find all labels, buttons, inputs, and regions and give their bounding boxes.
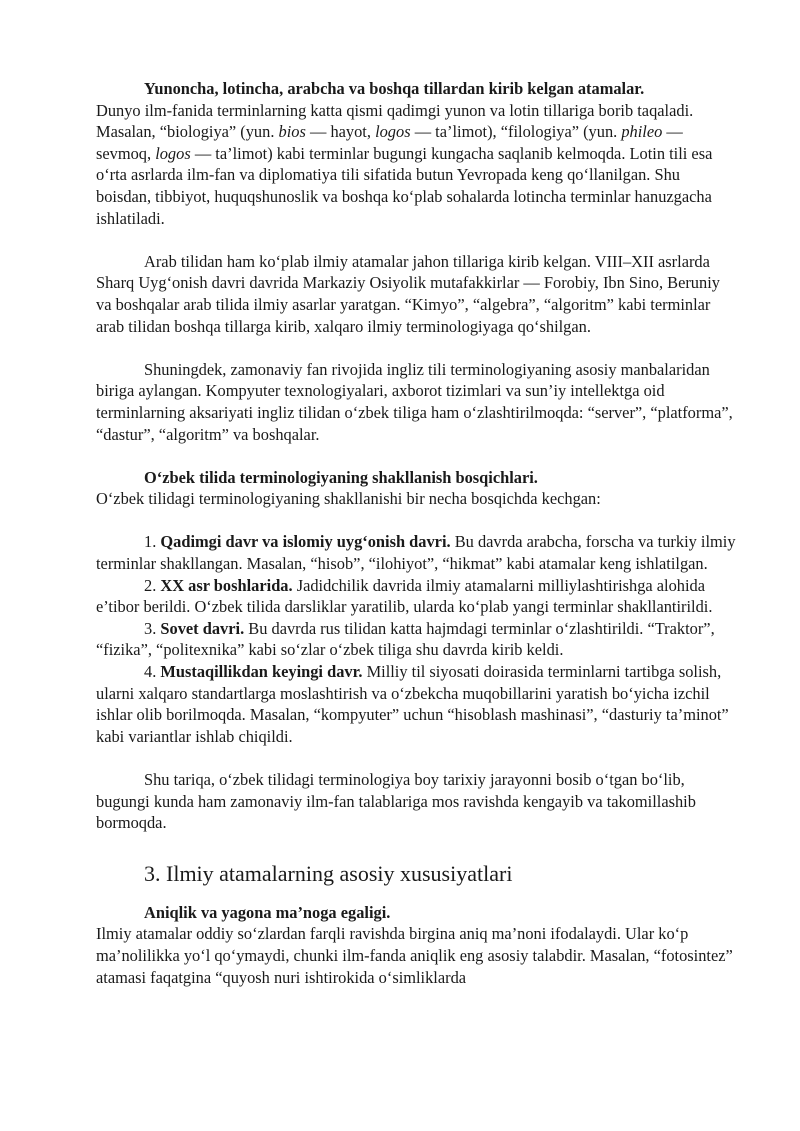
text: — ta’limot), “filologiya” (yun. (410, 122, 622, 142)
text: Dunyo ilm-fanida terminlarning katta qismi qadimgi yunon va lotin tillariga borib taqaladi. Masalan, “biologiya” (yun. (96, 100, 694, 142)
stage-text: Milliy til siyosati doirasida terminlarni tartibga solish, ularni xalqaro standartlarga moslashtirish va o‘zbekcha muqobillarini yaratish bo‘yicha izchil ishlar olib borilmoqda. Masalan, “kompyuter” uchun “hisoblash mashinasi”, “dasturiy ta’minot” kabi variantlar ishlab chiqildi. (96, 662, 729, 746)
stage-item (96, 661, 736, 747)
stage-title: Sovet davri. (160, 618, 245, 638)
stage-text: Bu davrda arabcha, forscha va turkiy ilmiy terminlar shakllangan. Masalan, “hisob”, “ilohiyot”, “hikmat” kabi atamalar keng ishlatilgan. (96, 532, 736, 574)
stage-text: Bu davrda rus tilidan katta hajmdagi terminlar o‘zlashtirildi. “Traktor”, “fizika”, “politexnika” kabi so‘zlar o‘zbek tiliga shu davrda kirib keldi. (96, 618, 715, 660)
stage-title: Qadimgi davr va islomiy uyg‘onish davri. (160, 532, 451, 552)
stage-title: XX asr boshlarida. (160, 575, 293, 595)
italic-term: logos (155, 143, 191, 163)
text: — sevmoq, (96, 122, 683, 163)
paragraph-precision (96, 902, 736, 988)
stage-text: Jadidchilik davrida ilmiy atamalarni milliylashtirishga alohida e’tibor berildi. O‘zbek tilida darsliklar yaratilib, ularda ko‘plab yangi terminlar shakllantirildi. (96, 575, 713, 617)
italic-term: bios (278, 122, 306, 142)
stage-number: 4. (144, 662, 161, 682)
stage-number: 3. (144, 618, 161, 638)
stage-item (96, 531, 736, 574)
paragraph-heading: Aniqlik va yagona ma’noga egaligi. (144, 902, 391, 922)
text: — hayot, (305, 122, 376, 142)
paragraph-heading: Yunoncha, lotincha, arabcha va boshqa tillardan kirib kelgan atamalar. (144, 79, 645, 98)
paragraph-foreign-terms (96, 78, 736, 229)
paragraph-conclusion: Shu tariqa, o‘zbek tilidagi terminologiya boy tarixiy jarayonni bosib o‘tgan bo‘lib, bugungi kunda ham zamonaviy ilm-fan talablariga mos ravishda kengayib va takomillashib bormoqda. (96, 770, 696, 833)
italic-term: logos (375, 122, 411, 142)
paragraph-heading: O‘zbek tilida terminologiyaning shakllanish bosqichlari. (144, 467, 538, 487)
stage-title: Mustaqillikdan keyingi davr. (160, 662, 363, 682)
paragraph-english-terms: Shuningdek, zamonaviy fan rivojida ingliz tili terminologiyaning asosiy manbalaridan biriga aylangan. Kompyuter texnologiyalari, axborot tizimlari va sun’iy intellektga oid terminlarning aksariyati ingliz tilidan o‘zbek tiliga ham o‘zlashtirilmoqda: “server”, “platforma”, “dastur”, “algoritm” va boshqalar. (96, 359, 733, 444)
paragraph-stages-intro (96, 467, 736, 510)
stage-item (96, 575, 736, 618)
italic-term: phileo (621, 122, 663, 142)
text: Ilmiy atamalar oddiy so‘zlardan farqli ravishda birgina aniq ma’noni ifodalaydi. Ular ko‘p ma’nolilikka yo‘l qo‘ymaydi, chunki ilm-fanda aniqlik eng asosiy talabdir. Masalan, “fotosintez” atamasi faqatgina “quyosh nuri ishtirokida o‘simliklarda (96, 924, 733, 987)
document-page (96, 78, 736, 988)
paragraph-arabic-terms: Arab tilidan ham ko‘plab ilmiy atamalar jahon tillariga kirib kelgan. VIII–XII asrlarda Sharq Uyg‘onish davri davrida Markaziy Osiyolik mutafakkirlar — Forobiy, Ibn Sino, Beruniy va boshqalar arab tilida ilmiy asarlar yaratgan. “Kimyo”, “algebra”, “algoritm” kabi terminlar arab tilidan boshqa tillarga kirib, xalqaro ilmiy terminologiyaga qo‘shilgan. (96, 251, 720, 336)
section-title: 3. Ilmiy atamalarning asosiy xususiyatlari (144, 860, 513, 886)
stage-number: 1. (144, 532, 161, 552)
text: — ta’limot) kabi terminlar bugungi kungacha saqlanib kelmoqda. Lotin tili esa o‘rta asrlarda ilm-fan va diplomatiya tili sifatida butun Yevropada keng qo‘llanilgan. Shu boisdan, tibbiyot, huquqshunoslik va boshqa ko‘plab sohalarda lotincha terminlar hanuzgacha ishlatiladi. (96, 143, 713, 228)
text: O‘zbek tilidagi terminologiyaning shakllanishi bir necha bosqichda kechgan: (96, 489, 601, 509)
stage-number: 2. (144, 575, 161, 595)
stage-item (96, 618, 736, 661)
